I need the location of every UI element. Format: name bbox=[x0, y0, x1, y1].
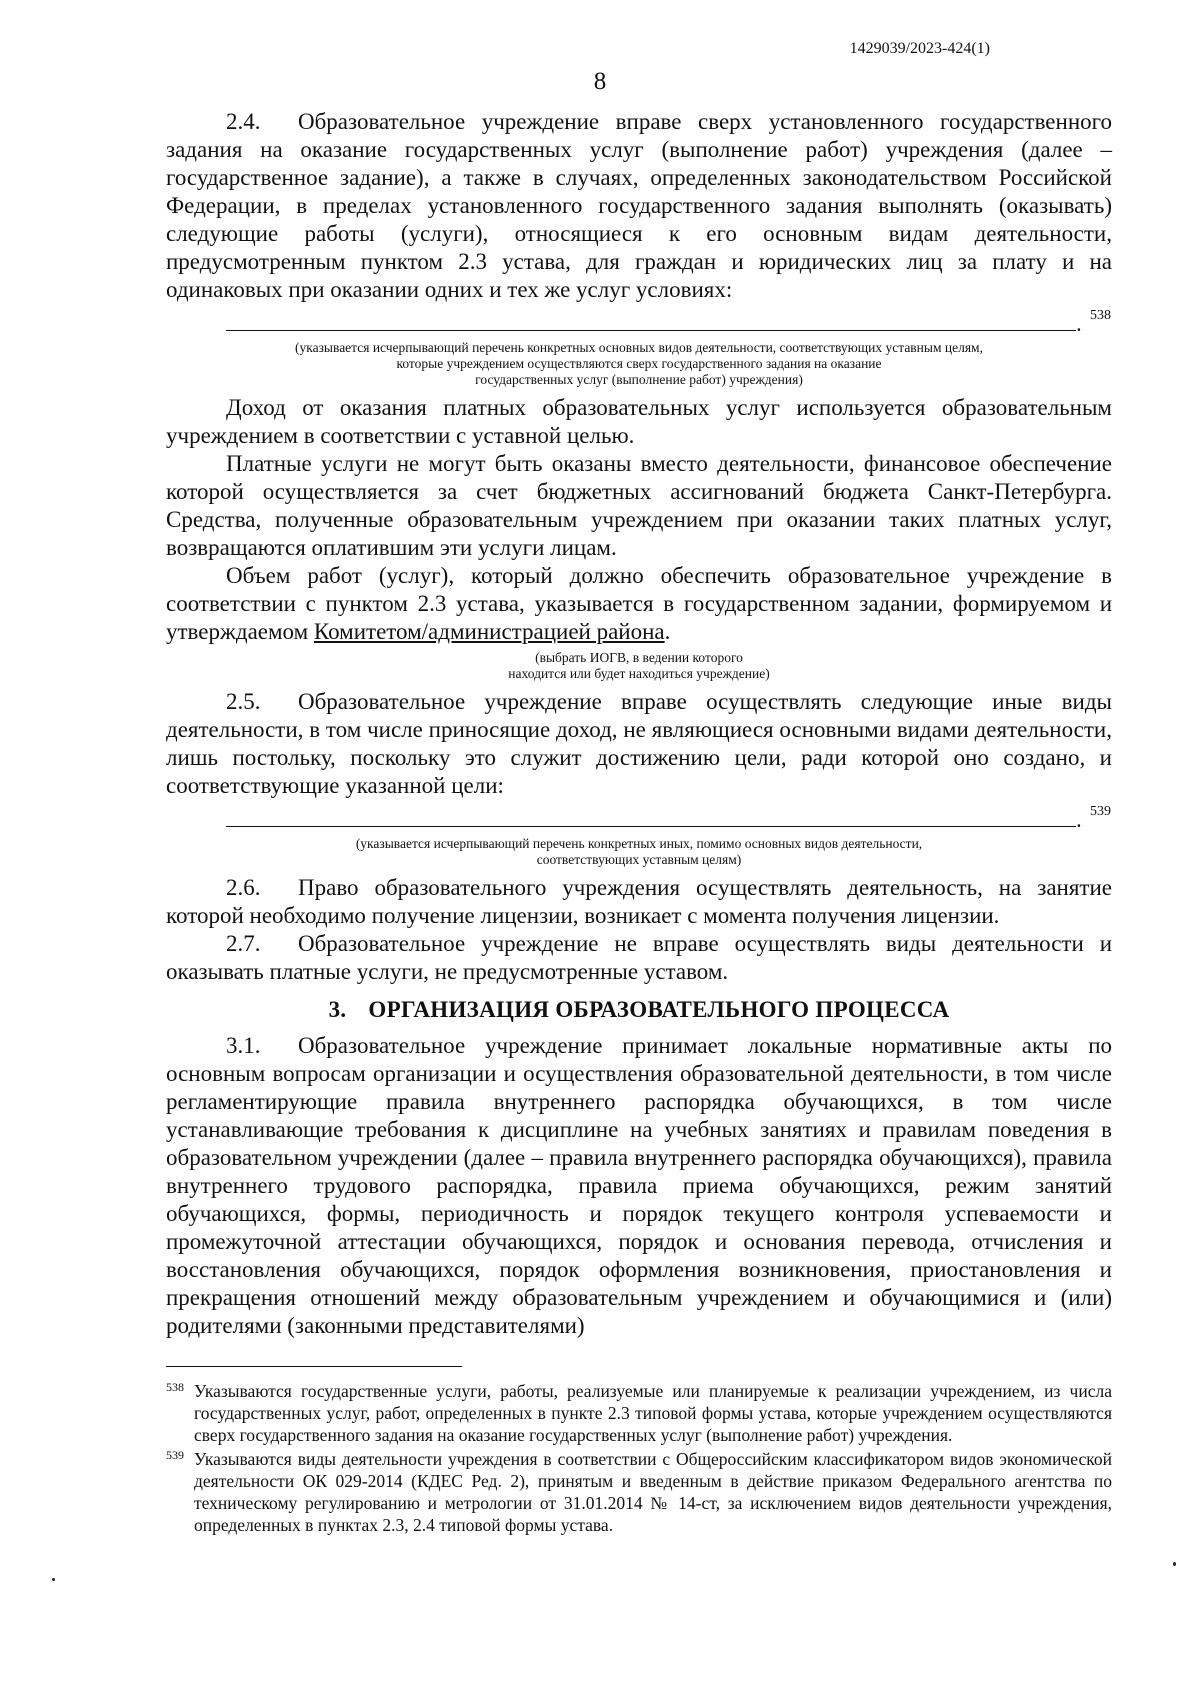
paragraph-text: Образовательное учреждение вправе осуществлять следующие иные виды деятельности, в том числе приносящие доход, не являющиеся основными видами деятельности, лишь постольку, поскольку это служит достижению цели, ради которой оно создано, и соответствующие указанной цели: bbox=[166, 689, 1112, 798]
caption-line: (указывается исчерпывающий перечень конкретных иных, помимо основных видов деятельности, bbox=[355, 836, 923, 851]
paragraph-2-4 bbox=[166, 108, 1112, 304]
paragraph-2-5 bbox=[166, 688, 1112, 800]
paragraph-number: 2.4. bbox=[226, 109, 261, 134]
paragraph-2-6 bbox=[166, 874, 1112, 930]
blank-dot: . bbox=[1076, 807, 1082, 832]
paragraph-text: Объем работ (услуг), который должно обеспечить образовательное учреждение в соответствии с пунктом 2.3 устава, указывается в государственном задании, формируемом и утверждаемом bbox=[166, 563, 1112, 644]
footnotes bbox=[166, 1380, 1112, 1538]
authority-caption bbox=[166, 650, 1112, 682]
footnote-538 bbox=[166, 1380, 1112, 1446]
caption-line: соответствующих уставным целям) bbox=[536, 852, 742, 867]
page-number: 8 bbox=[593, 68, 607, 95]
blank-line bbox=[226, 826, 1076, 827]
scan-speck bbox=[1173, 1562, 1176, 1566]
blank-dot: . bbox=[1076, 311, 1082, 336]
footnote-mark: 538 bbox=[166, 1380, 184, 1394]
document-body bbox=[166, 108, 1112, 1340]
footnote-text: Указываются виды деятельности учреждения в соответствии с Общероссийским классификатором видов экономической деятельности ОК 029-2014 (КДЕС Ред. 2), принятым и введенным в действие приказом Федерального агентства по техническому регулированию и метрологии от 31.01.2014 № 14-ст, за исключением видов деятельности учреждения, определенных в пунктах 2.3, 2.4 типовой формы устава. bbox=[194, 1449, 1112, 1535]
paragraph-number: 3.1. bbox=[226, 1033, 261, 1058]
caption-line: (выбрать ИОГВ, в ведении которого bbox=[535, 650, 743, 665]
caption-line: (указывается исчерпывающий перечень конкретных основных видов деятельности, соответствующих уставным целям, bbox=[295, 340, 983, 355]
paragraph-2-7 bbox=[166, 930, 1112, 986]
caption-line: государственных услуг (выполнение работ) учреждения) bbox=[475, 372, 803, 387]
footnote-ref-539: 539 bbox=[1090, 804, 1111, 819]
fill-in-blank-539 bbox=[166, 804, 1112, 832]
scan-speck bbox=[52, 1578, 55, 1581]
blank-line bbox=[226, 330, 1076, 331]
caption-line: находится или будет находиться учреждение) bbox=[508, 666, 770, 681]
section-title: ОРГАНИЗАЦИЯ ОБРАЗОВАТЕЛЬНОГО ПРОЦЕССА bbox=[368, 997, 950, 1022]
blank-caption bbox=[166, 836, 1112, 868]
paragraph-text: Образовательное учреждение вправе сверх установленного государственного задания на оказание государственных услуг (выполнение работ) учреждения (далее – государственное задание), а также в случаях, определенных законодательством Российской Федерации, в пределах установленного государственного задания выполнять (оказывать) следующие работы (услуги), относящиеся к его основным видам деятельности, предусмотренным пунктом 2.3 устава, для граждан и юридических лиц за плату и на одинаковых при оказании одних и тех же услуг условиях: bbox=[166, 109, 1112, 302]
footnote-separator bbox=[166, 1366, 462, 1367]
paragraph-number: 2.7. bbox=[226, 931, 261, 956]
paragraph-end: . bbox=[664, 619, 671, 644]
document-id: 1429039/2023-424(1) bbox=[849, 40, 990, 57]
paragraph-3-1 bbox=[166, 1032, 1112, 1340]
fill-in-blank-538 bbox=[166, 308, 1112, 336]
footnote-text: Указываются государственные услуги, работы, реализуемые или планируемые к реализации учреждением, из числа государственных услуг, работ, определенных в пункте 2.3 типовой формы устава, которые учреждением осуществляются сверх государственного задания на оказание государственных услуг (выполнение работ) учреждения. bbox=[194, 1381, 1112, 1445]
paragraph-number: 2.6. bbox=[226, 875, 261, 900]
footnote-ref-538: 538 bbox=[1090, 308, 1111, 323]
caption-line: которые учреждением осуществляются сверх государственного задания на оказание bbox=[396, 356, 882, 371]
underlined-authority: Комитетом/администрацией района bbox=[313, 619, 665, 644]
section-number: 3. bbox=[328, 997, 347, 1022]
paragraph-number: 2.5. bbox=[226, 689, 261, 714]
paragraph-volume bbox=[166, 562, 1112, 646]
paragraph-income: Доход от оказания платных образовательных услуг используется образовательным учреждением в соответствии с уставной целью. bbox=[166, 395, 1112, 448]
paragraph-text: Образовательное учреждение принимает локальные нормативные акты по основным вопросам организации и осуществления образовательной деятельности, в том числе регламентирующие правила внутреннего распорядка обучающихся, в том числе устанавливающие требования к дисциплине на учебных занятиях и правилам поведения в образовательном учреждении (далее – правила внутреннего распорядка обучающихся), правила внутреннего трудового распорядка, правила приема обучающихся, режим занятий обучающихся, формы, периодичность и порядок текущего контроля успеваемости и промежуточной аттестации обучающихся, порядок и основания перевода, отчисления и восстановления обучающихся, порядок оформления возникновения, приостановления и прекращения отношений между образовательным учреждением и обучающимися и (или) родителями (законными представителями) bbox=[166, 1033, 1112, 1338]
paragraph-text: Образовательное учреждение не вправе осуществлять виды деятельности и оказывать платные услуги, не предусмотренные уставом. bbox=[166, 931, 1112, 984]
footnote-mark: 539 bbox=[166, 1448, 184, 1462]
section-heading bbox=[166, 996, 1112, 1024]
footnote-539 bbox=[166, 1448, 1112, 1536]
blank-caption bbox=[166, 340, 1112, 388]
paragraph-paid-services: Платные услуги не могут быть оказаны вместо деятельности, финансовое обеспечение которой осуществляется за счет бюджетных ассигнований бюджета Санкт-Петербурга. Средства, полученные образовательным учреждением при оказании таких платных услуг, возвращаются оплатившим эти услуги лицам. bbox=[166, 451, 1112, 560]
paragraph-text: Право образовательного учреждения осуществлять деятельность, на занятие которой необходимо получение лицензии, возникает с момента получения лицензии. bbox=[166, 875, 1112, 928]
